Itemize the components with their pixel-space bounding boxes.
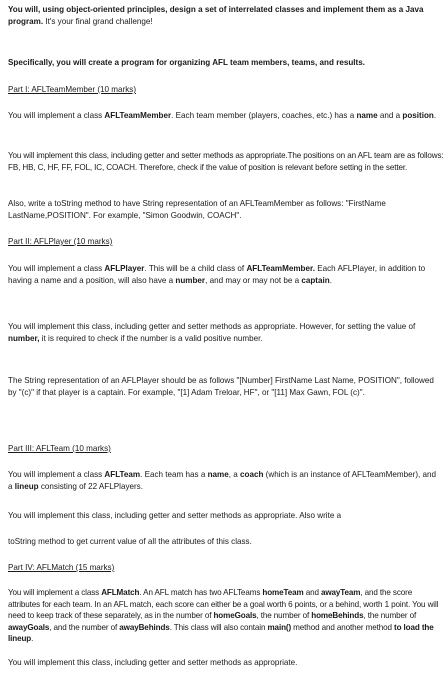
part1-paragraph-1: You will implement a class AFLTeamMember. Each team member (players, coaches, etc.) has a name and a position. [8,111,437,120]
part4-paragraph-2: You will implement this class, including getter and setter methods as appropriate. [8,658,298,667]
intro-rest-text: It's your final grand challenge! [43,16,153,26]
part1-paragraph-3: Also, write a toString method to have String representation of an AFLTeamMember as follows: "FirstName LastName,POSITION". For example, "Simon Goodwin, COACH". [8,199,386,220]
part2-paragraph-2: You will implement this class, including getter and setter methods as appropriate. However, for setting the value of number, it is required to check if the number is a valid positive number. [8,322,416,343]
part3-paragraph-3: toString method to get current value of all the attributes of this class. [8,537,252,546]
part2-paragraph-3: The String representation of an AFLPlayer should be as follows "[Number] FirstName Last Name, POSITION", followed by "(c)" if that player is a captain. For example, "[1] Adam Treloar, HF", or "[11] Max Gawn, FOL (c)". [8,376,434,397]
part1-title: Part I: AFLTeamMember (10 marks) [8,85,137,94]
part3-paragraph-2: You will implement this class, including getter and setter methods as appropriate. Also write a [8,511,342,520]
part1-paragraph-2: You will implement this class, including getter and setter methods as appropriate.The positions on an AFL team are as follows: FB, HB, C, HF, FF, FOL, IC, COACH. Therefore, check if the value of position is relevant before setting in the setter. [8,151,444,172]
specifically-paragraph: Specifically, you will create a program for organizing AFL team members, teams, and results. [8,58,365,67]
part3-title: Part III: AFLTeam (10 marks) [8,444,111,453]
intro-bold-text: You will, using object-oriented principles, design a set of interrelated classes and implement them as a Java program. [8,5,424,26]
part2-title: Part II: AFLPlayer (10 marks) [8,237,113,246]
part2-paragraph-1: You will implement a class AFLPlayer. This will be a child class of AFLTeamMember. Each AFLPlayer, in addition to having a name and a position, will also have a number, and may or may not be a captain. [8,264,426,285]
part4-title: Part IV: AFLMatch (15 marks) [8,563,115,572]
intro-paragraph [8,4,442,27]
part4-paragraph-1: You will implement a class AFLMatch. An AFL match has two AFLTeams homeTeam and awayTeam, and the score attributes for each team. In an AFL match, each score can either be a goal worth 6 points, or a behind, worth 1 point. You will need to keep track of these separately, as in the number of homeGoals, the number of homeBehinds, the number of awayGoals, and the number of awayBehinds. This class will also contain main() method and another method to load the lineup. [8,588,439,644]
part3-paragraph-1: You will implement a class AFLTeam. Each team has a name, a coach (which is an instance of AFLTeamMember), and a lineup consisting of 22 AFLPlayers. [8,470,437,491]
